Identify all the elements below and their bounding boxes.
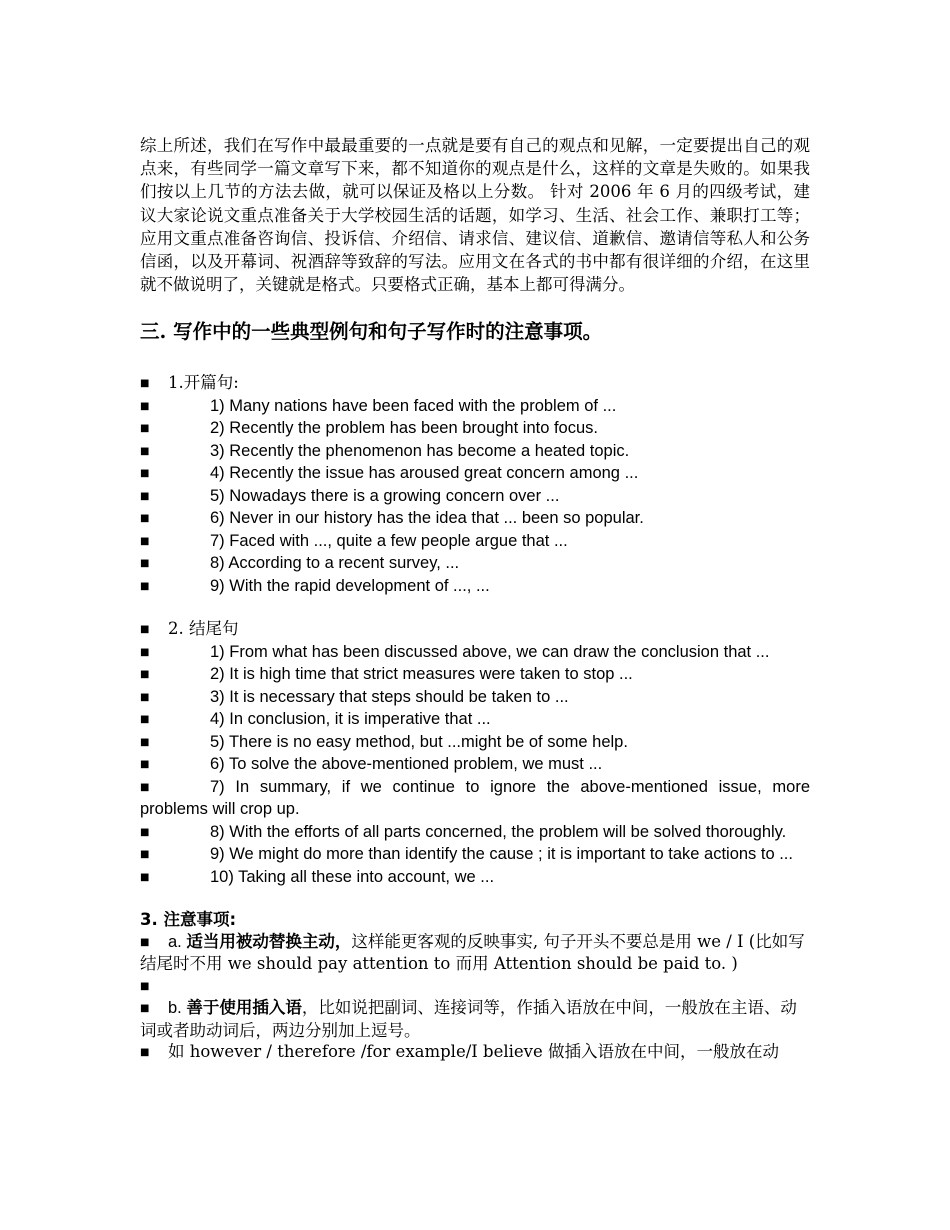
note-a: ■ a. 适当用被动替换主动，这样能更客观的反映事实, 句子开头不要总是用 we / I (比如写结尾时不用 we should pay attention to 而用 Attention should be paid to. ) xyxy=(140,931,805,974)
note-b: ■ b. 善于使用插入语，比如说把副词、连接词等，作插入语放在中间，一般放在主语、动词或者助动词后，两边分别加上逗号。 xyxy=(140,998,797,1040)
bullet-icon: ■ xyxy=(140,826,150,838)
list-item: ■ 3) It is necessary that steps should be taken to ... xyxy=(140,686,810,709)
bullet-icon: ■ xyxy=(140,781,150,793)
bullet-icon: ■ xyxy=(140,1047,150,1059)
bullet-icon: ■ xyxy=(140,714,150,726)
openers-list xyxy=(140,372,810,597)
bullet-icon: ■ xyxy=(140,580,150,592)
bullet-icon: ■ xyxy=(140,849,150,861)
bullet-icon: ■ xyxy=(140,445,150,457)
list-item: ■ 9) With the rapid development of ..., ... xyxy=(140,575,810,598)
empty-bullet-row xyxy=(140,975,810,998)
bullet-icon: ■ xyxy=(140,936,150,948)
list-item: ■ 5) Nowadays there is a growing concern over ... xyxy=(140,485,810,508)
notes-section xyxy=(140,909,810,1064)
closers-list xyxy=(140,618,810,888)
list-item: ■ 8) According to a recent survey, ... xyxy=(140,552,810,575)
bullet-icon: ■ xyxy=(140,1003,150,1015)
list-item: ■ 9) We might do more than identify the cause ; it is important to take actions to ... xyxy=(140,843,810,866)
list-item: ■ 7) Faced with ..., quite a few people argue that ... xyxy=(140,530,810,553)
bullet-icon: ■ xyxy=(140,423,150,435)
openers-title: 1.开篇句: xyxy=(168,373,239,393)
list-item: ■ 1) Many nations have been faced with the problem of ... xyxy=(140,395,810,418)
bullet-icon: ■ xyxy=(140,468,150,480)
bullet-icon: ■ xyxy=(140,535,150,547)
list-item: ■ 1) From what has been discussed above, we can draw the conclusion that ... xyxy=(140,641,810,664)
list-item: ■ 4) In conclusion, it is imperative that ... xyxy=(140,708,810,731)
bullet-icon: ■ xyxy=(140,378,150,390)
bullet-icon: ■ xyxy=(140,691,150,703)
bullet-icon: ■ xyxy=(140,490,150,502)
bullet-icon: ■ xyxy=(140,646,150,658)
bullet-icon: ■ xyxy=(140,513,150,525)
bullet-icon: ■ xyxy=(140,400,150,412)
intro-paragraph: 综上所述，我们在写作中最最重要的一点就是要有自己的观点和见解，一定要提出自己的观点来，有些同学一篇文章写下来，都不知道你的观点是什么，这样的文章是失败的。如果我们按以上几节的方法去做，就可以保证及格以上分数。 针对 2006 年 6 月的四级考试，建议大家论说文重点准备关于大学校园生活的话题，如学习、生活、社会工作、兼职打工等；应用文重点准备咨询信、投诉信、介绍信、请求信、建议信、道歉信、邀请信等私人和公务信函，以及开幕词、祝酒辞等致辞的写法。应用文在各式的书中都有很详细的介绍，在这里就不做说明了，关键就是格式。只要格式正确，基本上都可得满分。 xyxy=(140,136,810,295)
document-body xyxy=(140,134,810,1064)
list-item: ■ 5) There is no easy method, but ...might be of some help. xyxy=(140,731,810,754)
note-c: ■ 如 however / therefore /for example/I believe 做插入语放在中间，一般放在动 xyxy=(140,1041,810,1064)
list-item: ■ 6) To solve the above-mentioned problem, we must ... xyxy=(140,753,810,776)
list-item: ■ 2) Recently the problem has been brought into focus. xyxy=(140,417,810,440)
list-item: ■ 6) Never in our history has the idea that ... been so popular. xyxy=(140,507,810,530)
bullet-icon: ■ xyxy=(140,980,150,992)
list-item: ■ 3) Recently the phenomenon has become a heated topic. xyxy=(140,440,810,463)
closers-title: 2. 结尾句 xyxy=(168,619,239,639)
list-item: ■ 8) With the efforts of all parts concerned, the problem will be solved thoroughly. xyxy=(140,821,810,844)
section-heading: 三. 写作中的一些典型例句和句子写作时的注意事项。 xyxy=(140,320,603,344)
bullet-icon: ■ xyxy=(140,736,150,748)
list-item: ■ 2) It is high time that strict measures were taken to stop ... xyxy=(140,663,810,686)
bullet-icon: ■ xyxy=(140,669,150,681)
notes-title: 3. 注意事项: xyxy=(140,910,237,930)
bullet-icon: ■ xyxy=(140,871,150,883)
bullet-icon: ■ xyxy=(140,624,150,636)
openers-title-row xyxy=(140,372,810,395)
bullet-icon: ■ xyxy=(140,558,150,570)
list-item: ■ 7) In summary, if we continue to ignore the above-mentioned issue, more problems will crop up. xyxy=(140,777,810,819)
closers-title-row xyxy=(140,618,810,641)
bullet-icon: ■ xyxy=(140,759,150,771)
list-item: ■ 4) Recently the issue has aroused great concern among ... xyxy=(140,462,810,485)
list-item: ■ 10) Taking all these into account, we ... xyxy=(140,866,810,889)
